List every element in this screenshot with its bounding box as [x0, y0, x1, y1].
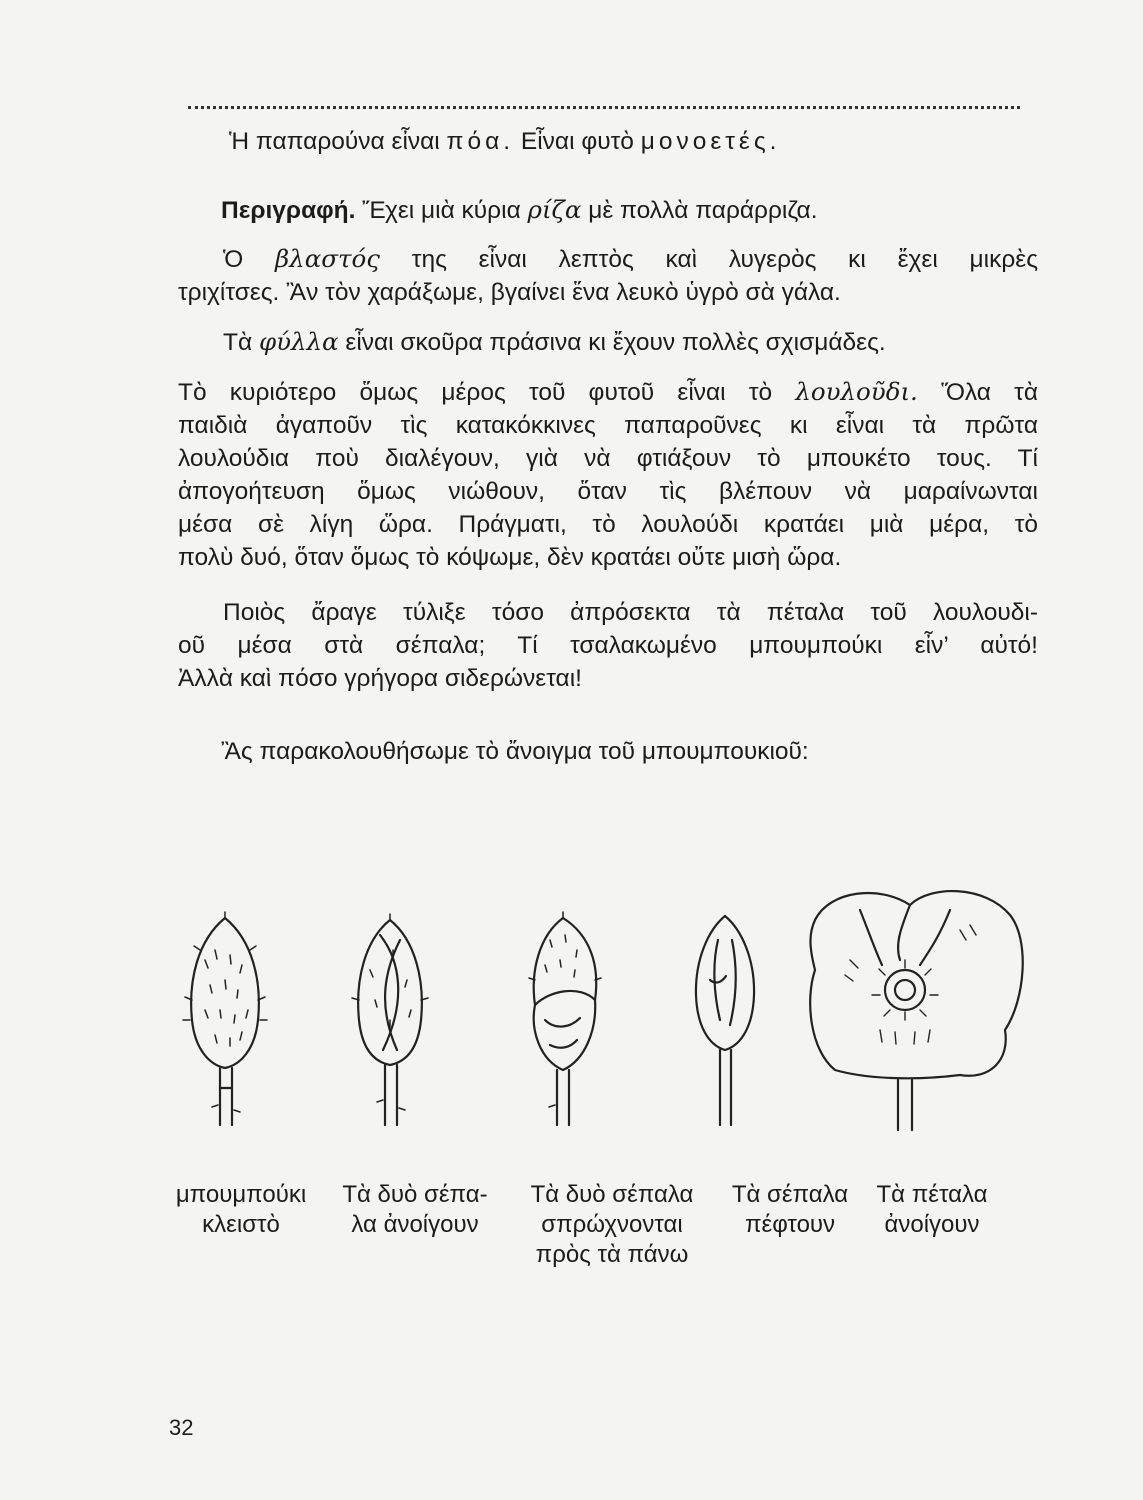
closed-bud-icon: [180, 910, 270, 1140]
term-root: ρίζα: [527, 195, 582, 224]
description-heading: Περιγραφή.: [221, 197, 356, 224]
bud-line-3: Ἀλλὰ καὶ πόσο γρήγορα σιδερώνεται!: [178, 665, 582, 692]
flower-line-3: λουλούδια ποὺ διαλέγουν, γιὰ νὰ φτιάξουν τὸ μπουκέτο τους. Τί: [178, 445, 1038, 472]
term-flower: λουλοῦδι.: [795, 377, 918, 406]
flower-line-1: Τὸ κυριότερο ὅμως μέρος τοῦ φυτοῦ εἶναι τὸ λουλοῦδι. Ὅλα τὰ: [178, 377, 1039, 406]
description-line: [221, 193, 1081, 227]
intro-term-poa: πόα.: [446, 128, 515, 155]
stem-line-2: τριχίτσες. Ἂν τὸν χαράξωμε, βγαίνει ἕνα λευκὸ ὑγρὸ σὰ γάλα.: [178, 279, 841, 306]
stem-paragraph: [178, 242, 1038, 309]
dotted-divider: [188, 106, 1020, 109]
flower-paragraph: [178, 375, 1038, 574]
intro-line: [229, 125, 1089, 158]
pushed-sepals-bud-icon: [515, 910, 615, 1140]
leaves-line: Τὰ φύλλα εἶναι σκοῦρα πράσινα κι ἔχουν πολλὲς σχισμάδες.: [223, 327, 886, 356]
flower-line-4: ἀπογοήτευση ὅμως νιώθουν, ὅταν τὶς βλέπουν νὰ μαραίνωνται: [178, 478, 1038, 505]
fallen-sepals-bud-icon: [680, 910, 770, 1140]
description-text-2: μὲ πολλὰ παράρριζα.: [581, 197, 818, 224]
page-number: 32: [169, 1415, 194, 1440]
intro-text-2: Εἶναι φυτὸ: [514, 128, 641, 155]
caption-sepals-pushed: Τὰ δυὸ σέπαλα σπρώχνονται πρὸς τὰ πάνω: [530, 1181, 694, 1268]
term-leaves: φύλλα: [258, 327, 339, 356]
bud-opening-figures: [170, 880, 1050, 1140]
description-text-1: Ἔχει μιὰ κύρια: [355, 197, 528, 224]
flower-line-5: μέσα σὲ λίγη ὥρα. Πράγματι, τὸ λουλούδι κρατάει μιὰ μέρα, τὸ: [178, 511, 1038, 538]
flower-line-6: πολὺ δυό, ὅταν ὅμως τὸ κόψωμε, δὲν κρατάει οὔτε μισὴ ὥρα.: [178, 544, 842, 571]
bud-paragraph: [178, 596, 1038, 695]
stem-line-1: Ὁ βλαστός της εἶναι λεπτὸς καὶ λυγερὸς κι ἔχει μικρὲς: [223, 244, 1038, 273]
open-poppy-flower-icon: [800, 880, 1030, 1140]
bud-line-1: Ποιὸς ἄραγε τύλιξε τόσο ἀπρόσεκτα τὰ πέταλα τοῦ λουλουδι-: [223, 599, 1038, 626]
observe-line: Ἂς παρακολουθήσωμε τὸ ἄνοιγμα τοῦ μπουμπουκιοῦ:: [221, 738, 809, 765]
caption-sepals-open: Τὰ δυὸ σέπα- λα ἀνοίγουν: [342, 1181, 488, 1238]
caption-petals-open: Τὰ πέταλα ἀνοίγουν: [876, 1181, 988, 1238]
intro-term-monoetes: μονοετές.: [640, 128, 781, 155]
term-stem: βλαστός: [275, 244, 381, 273]
opening-sepals-bud-icon: [345, 910, 435, 1140]
caption-closed-bud: μπουμπούκι κλειστὸ: [175, 1181, 307, 1238]
flower-line-2: παιδιὰ ἀγαποῦν τὶς κατακόκκινες παπαροῦνες κι εἶναι τὰ πρῶτα: [178, 412, 1038, 439]
caption-sepals-fall: Τὰ σέπαλα πέφτουν: [731, 1181, 849, 1238]
bud-line-2: οῦ μέσα στὰ σέπαλα; Τί τσαλακωμένο μπουμπούκι εἶν’ αὐτό!: [178, 632, 1038, 659]
intro-text-1: Ἡ παπαρούνα εἶναι: [229, 128, 447, 155]
